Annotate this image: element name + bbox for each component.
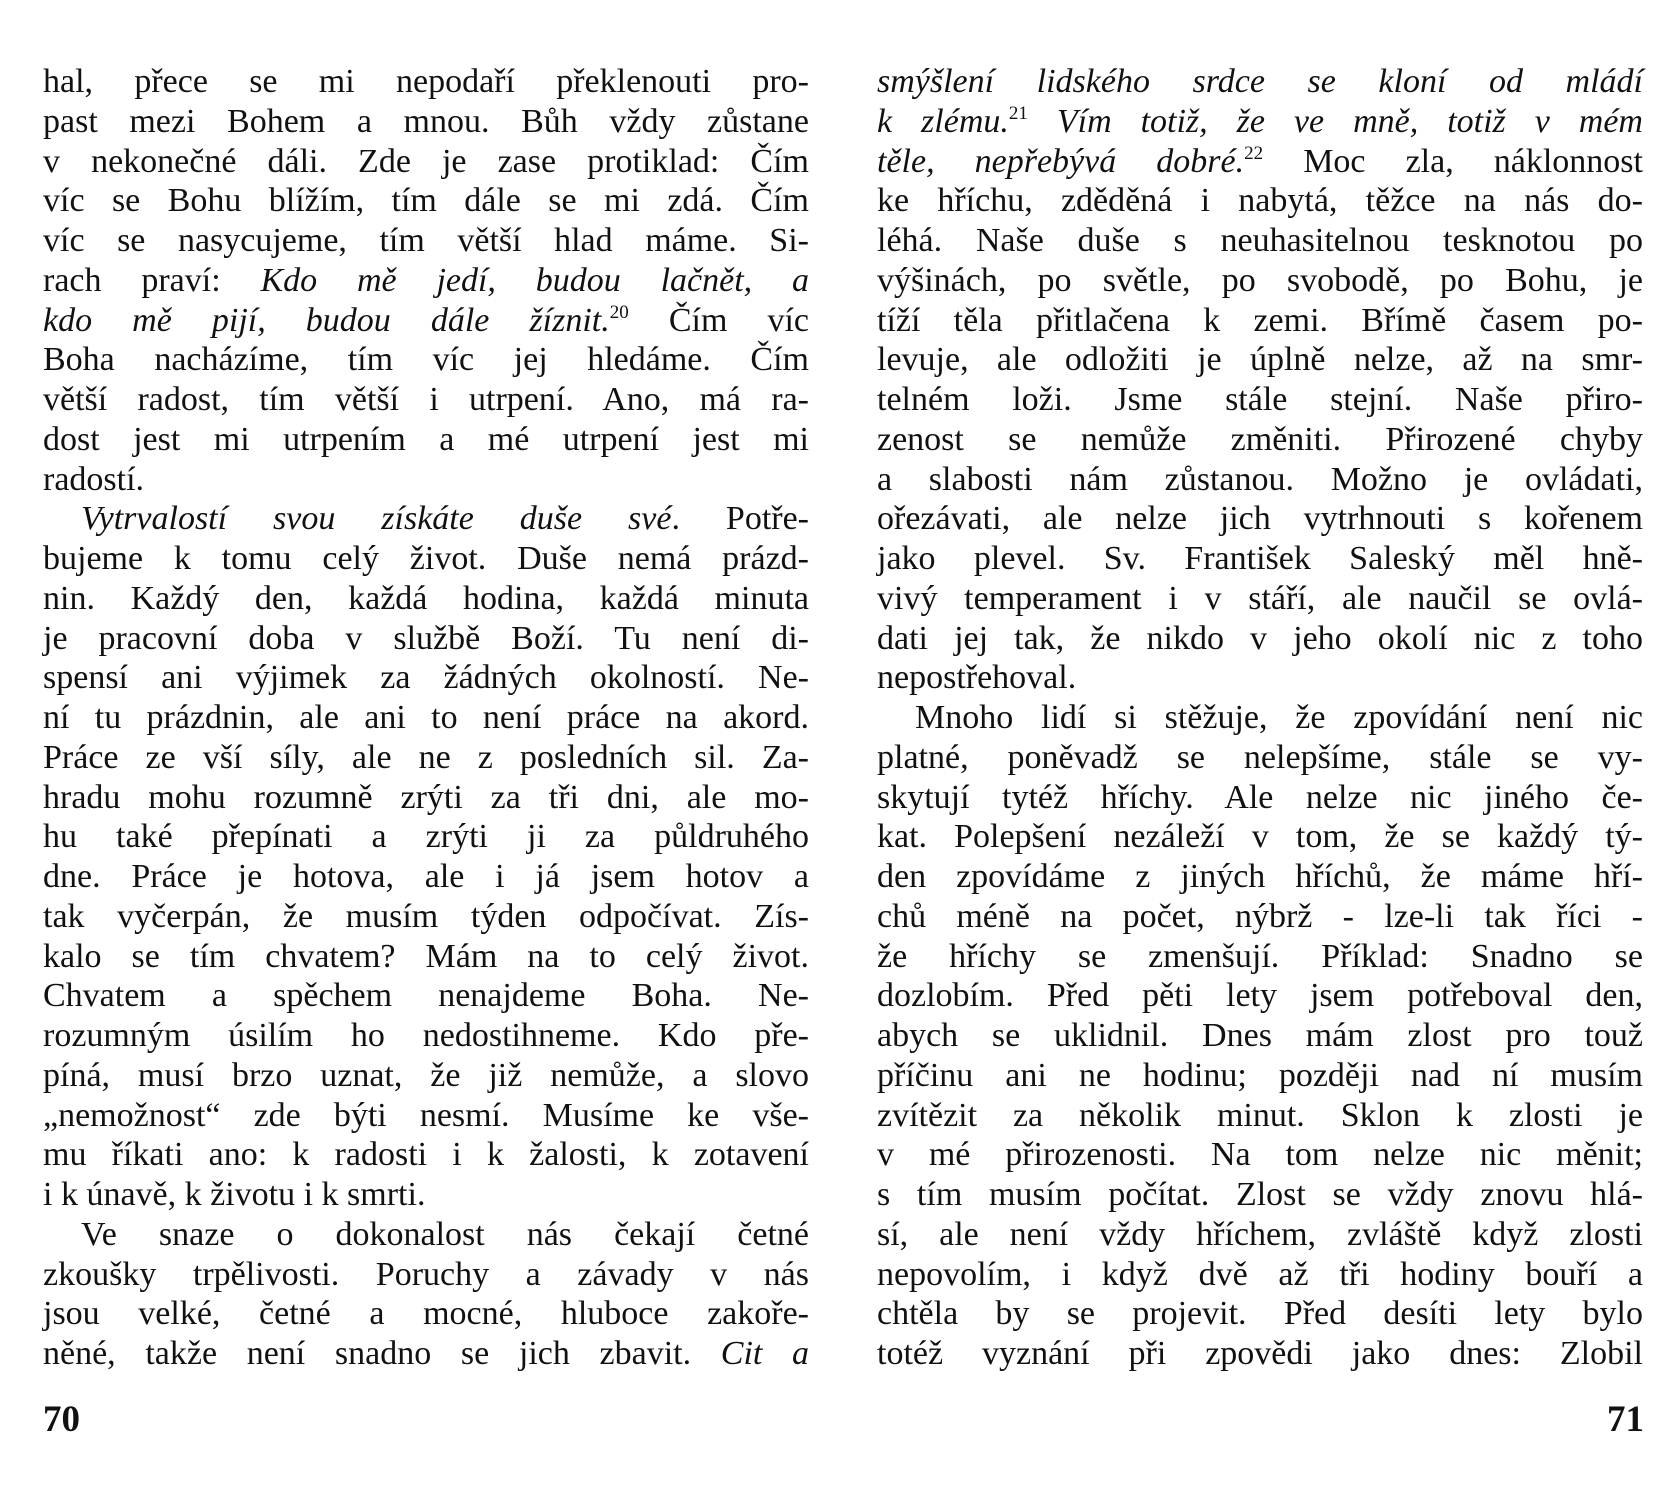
text-run: rach praví: — [43, 261, 261, 299]
text-run: Chvatem a spěchem nenajdeme Boha. Ne- — [43, 977, 809, 1015]
text-run: „nemožnost“ zde býti nesmí. Musíme ke vše- — [43, 1096, 809, 1134]
italic-quote: Kdo mě jedí, budou lačnět, a — [260, 261, 809, 299]
text-line — [877, 460, 1643, 500]
text-line — [43, 142, 809, 182]
text-line — [877, 380, 1643, 420]
text-run: skytují tytéž hříchy. Ale nelze nic jiného če- — [877, 778, 1643, 816]
text-run: víc se Bohu blížím, tím dále se mi zdá. Čím — [43, 182, 809, 220]
text-run: nepovolím, i když dvě až tři hodiny bouří a — [877, 1255, 1643, 1293]
text-run: dne. Práce je hotova, ale i já jsem hotov a — [43, 858, 809, 895]
text-run: dost jest mi utrpením a mé utrpení jest mi — [43, 420, 809, 458]
text-line — [877, 340, 1643, 380]
text-run: dati jej tak, že nikdo v jeho okolí nic z toho — [877, 619, 1643, 657]
text-run: zvítězit za několik minut. Sklon k zlosti je — [877, 1096, 1643, 1134]
text-run: Mnoho lidí si stěžuje, že zpovídání není nic — [915, 699, 1643, 736]
text-line — [877, 261, 1643, 301]
text-run: abych se uklidnil. Dnes mám zlost pro touž — [877, 1017, 1643, 1054]
text-line — [877, 658, 1643, 698]
text-line — [43, 579, 809, 619]
italic-quote: kdo mě pijí, budou dále žíznit. — [43, 301, 610, 339]
text-line — [877, 778, 1643, 818]
text-line — [43, 221, 809, 261]
text-line — [43, 380, 809, 420]
text-run: platné, poněvadž se nelepšíme, stále se vy- — [877, 738, 1643, 776]
text-line — [43, 1334, 809, 1374]
text-line — [877, 738, 1643, 778]
footnote-marker: 20 — [609, 301, 629, 323]
text-run: chtěla by se projevit. Před desíti lety bylo — [877, 1295, 1643, 1333]
text-line — [43, 658, 809, 698]
text-run: v mé přirozenosti. Na tom nelze nic měnit; — [877, 1136, 1643, 1174]
text-run: že hříchy se zmenšují. Příklad: Snadno se — [877, 937, 1643, 975]
text-line — [877, 1096, 1643, 1136]
footnote-marker: 21 — [1008, 102, 1028, 124]
text-run: je pracovní doba v službě Boží. Tu není di- — [43, 619, 809, 657]
text-run: radostí. — [43, 460, 145, 498]
text-run: Ve snaze o dokonalost nás čekají četné — [81, 1215, 809, 1253]
text-run: sí, ale není vždy hříchem, zvláště když zlosti — [877, 1215, 1643, 1253]
text-line — [877, 698, 1643, 738]
text-line — [43, 778, 809, 818]
text-line — [877, 142, 1643, 182]
right-page-text — [877, 62, 1643, 1374]
text-line — [877, 1334, 1643, 1374]
text-line — [43, 1294, 809, 1334]
text-line — [877, 539, 1643, 579]
text-run: rozumným úsilím ho nedostihneme. Kdo pře- — [43, 1017, 809, 1054]
text-line — [43, 738, 809, 778]
text-line — [43, 976, 809, 1016]
text-line — [43, 1056, 809, 1096]
footnote-marker: 22 — [1244, 142, 1264, 164]
text-line — [877, 301, 1643, 341]
text-line — [43, 1175, 809, 1215]
text-run: Čím víc — [628, 301, 809, 339]
page-number-right: 71 — [1607, 1399, 1644, 1440]
text-line — [877, 579, 1643, 619]
text-run: chů méně na počet, nýbrž - lze-li tak říci - — [877, 897, 1643, 935]
text-run: bujeme k tomu celý život. Duše nemá prázd- — [43, 540, 809, 577]
text-line — [43, 460, 809, 500]
text-line — [877, 619, 1643, 659]
text-line — [877, 62, 1643, 102]
text-line — [43, 619, 809, 659]
text-run: víc se nasycujeme, tím větší hlad máme. Si- — [43, 222, 809, 259]
italic-quote: Vytrvalostí svou získáte duše své — [81, 500, 672, 538]
text-run: nin. Každý den, každá hodina, každá minuta — [43, 579, 809, 617]
text-run: tíží těla přitlačena k zemi. Břímě časem po- — [877, 301, 1643, 339]
text-line — [877, 976, 1643, 1016]
text-run: hal, přece se mi nepodaří překlenouti pro- — [43, 63, 809, 100]
text-line — [43, 340, 809, 380]
text-line — [43, 1255, 809, 1295]
text-line — [43, 62, 809, 102]
text-run: v nekonečné dáli. Zde je zase protiklad: Čím — [43, 142, 809, 180]
italic-quote: Vím totiž, že ve mně, totiž v mém — [1056, 102, 1643, 140]
text-run: kalo se tím chvatem? Mám na to celý život. — [43, 937, 809, 975]
text-line — [877, 499, 1643, 539]
text-line — [43, 539, 809, 579]
text-run: totéž vyznání při zpovědi jako dnes: Zlobil — [877, 1335, 1643, 1372]
text-line — [43, 1215, 809, 1255]
text-line — [43, 897, 809, 937]
text-run: výšinách, po světle, po svobodě, po Bohu, je — [877, 261, 1643, 299]
italic-quote: smýšlení lidského srdce se kloní od mládí — [877, 63, 1643, 100]
text-line — [43, 857, 809, 897]
text-line — [43, 1016, 809, 1056]
text-run: dozlobím. Před pěti lety jsem potřeboval den, — [877, 977, 1643, 1015]
text-line — [43, 102, 809, 142]
text-run: spensí ani výjimek za žádných okolností. Ne- — [43, 659, 809, 697]
text-line — [877, 1135, 1643, 1175]
text-line — [877, 1294, 1643, 1334]
text-run: a slabosti nám zůstanou. Možno je ovládati, — [877, 460, 1643, 498]
text-line — [43, 698, 809, 738]
text-line — [877, 937, 1643, 977]
text-run: jako plevel. Sv. František Saleský měl hně- — [877, 540, 1643, 577]
text-line — [877, 102, 1643, 142]
left-page-text — [43, 62, 809, 1374]
text-run: vivý temperament i v stáří, ale naučil se ovlá- — [877, 579, 1643, 617]
text-run: hradu mohu rozumně zrýti za tři dni, ale mo- — [43, 778, 809, 816]
text-run: ke hříchu, zděděná i nabytá, těžce na nás do- — [877, 182, 1643, 220]
text-line — [43, 1135, 809, 1175]
text-run: past mezi Bohem a mnou. Bůh vždy zůstane — [43, 102, 809, 140]
text-run: zkoušky trpělivosti. Poruchy a závady v nás — [43, 1255, 809, 1293]
page-number-left: 70 — [43, 1399, 80, 1440]
text-run: Práce ze vší síly, ale ne z posledních sil. Za- — [43, 738, 809, 776]
text-line — [43, 181, 809, 221]
text-line — [43, 261, 809, 301]
text-line — [877, 221, 1643, 261]
text-run: píná, musí brzo uznat, že již nemůže, a slovo — [43, 1056, 809, 1094]
text-line — [877, 1056, 1643, 1096]
text-line — [43, 301, 809, 341]
text-line — [877, 1175, 1643, 1215]
text-line — [43, 499, 809, 539]
text-run: kat. Polepšení nezáleží v tom, že se každý tý- — [877, 818, 1643, 856]
text-run: levuje, ale odložiti je úplně nelze, až na smr- — [877, 341, 1643, 379]
italic-quote: těle, nepřebývá dobré. — [877, 142, 1245, 180]
text-run: ořezávati, ale nelze jich vytrhnouti s kořenem — [877, 500, 1643, 538]
text-run: větší radost, tím větší i utrpení. Ano, má ra- — [43, 381, 809, 418]
text-run: něné, takže není snadno se jich zbavit. — [43, 1335, 721, 1372]
text-run: zenost se nemůže změniti. Přirozené chyby — [877, 420, 1643, 458]
italic-quote: k zlému. — [877, 102, 1009, 140]
text-run: den zpovídáme z jiných hříchů, že máme hří- — [877, 858, 1643, 895]
text-line — [43, 817, 809, 857]
text-run: léhá. Naše duše s neuhasitelnou tesknotou po — [877, 222, 1643, 259]
text-run: Boha nacházíme, tím víc jej hledáme. Čím — [43, 341, 809, 379]
text-line — [43, 420, 809, 460]
text-line — [877, 1255, 1643, 1295]
text-line — [877, 817, 1643, 857]
text-line — [877, 420, 1643, 460]
text-run: jsou velké, četné a mocné, hluboce zakoře- — [43, 1295, 809, 1333]
italic-quote: Cit a — [720, 1335, 809, 1372]
text-line — [877, 181, 1643, 221]
text-line — [43, 937, 809, 977]
text-run: Moc zla, náklonnost — [1263, 142, 1643, 180]
text-run: . Potře- — [671, 500, 810, 538]
text-run — [1028, 103, 1057, 140]
text-line — [877, 897, 1643, 937]
text-run: ní tu prázdnin, ale ani to není práce na akord. — [43, 699, 809, 736]
text-line — [877, 1215, 1643, 1255]
text-run: telném loži. Jsme stále stejní. Naše přiro- — [877, 381, 1643, 418]
text-run: příčinu ani ne hodinu; později nad ní musím — [877, 1056, 1643, 1094]
text-run: tak vyčerpán, že musím týden odpočívat. Zís- — [43, 897, 809, 935]
text-run: mu říkati ano: k radosti i k žalosti, k zotavení — [43, 1136, 809, 1174]
text-run: s tím musím počítat. Zlost se vždy znovu hlá- — [877, 1176, 1643, 1213]
text-run: nepostřehoval. — [877, 659, 1077, 697]
text-line — [43, 1096, 809, 1136]
text-run: i k únavě, k životu i k smrti. — [43, 1176, 426, 1213]
text-run: hu také přepínati a zrýti ji za půldruhého — [43, 818, 809, 856]
text-line — [877, 857, 1643, 897]
text-line — [877, 1016, 1643, 1056]
